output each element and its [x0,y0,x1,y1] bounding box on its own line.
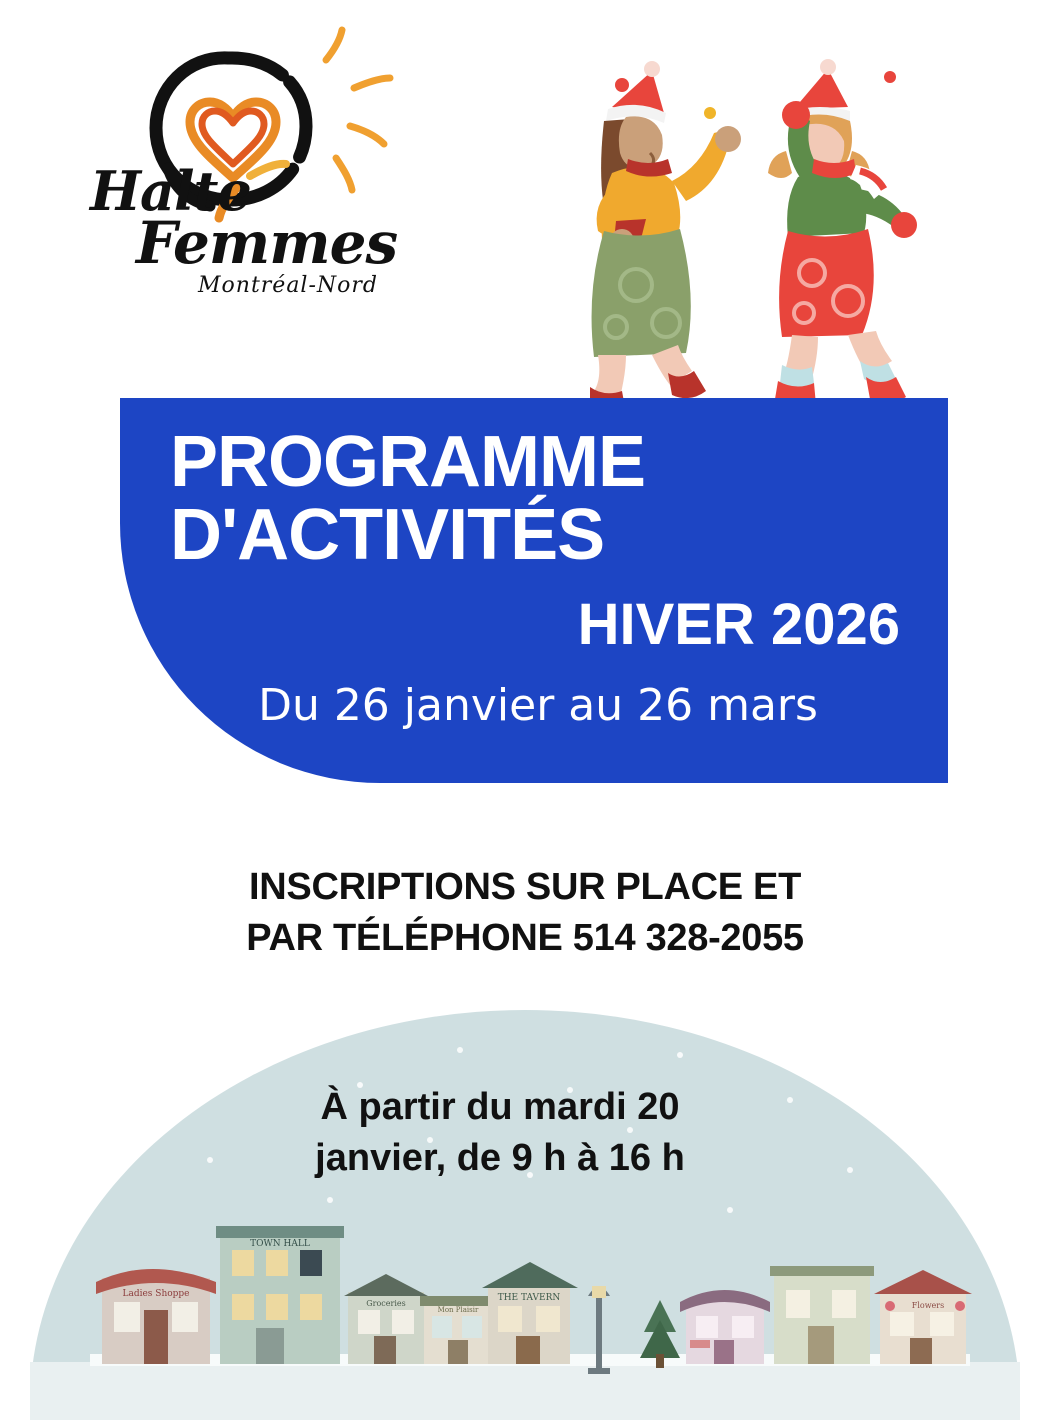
svg-text:Mon Plaisir: Mon Plaisir [437,1306,479,1314]
registration-line2: PAR TÉLÉPHONE 514 328-2055 [246,917,804,960]
schedule-line1: À partir du mardi 20 [320,1086,680,1128]
winter-town-illustration [30,1010,1020,1420]
svg-text:Ladies Shoppe: Ladies Shoppe [122,1289,190,1299]
logo-name-line1: Halte [90,159,251,223]
dancer-left [590,61,741,415]
logo-city: Montréal-Nord [198,272,378,298]
dancers-illustration [560,55,960,415]
registration-line1: INSCRIPTIONS SUR PLACE ET [249,866,801,908]
schedule-info [190,1082,810,1185]
building-the-tavern [482,1262,578,1364]
svg-text:Flowers: Flowers [911,1301,945,1310]
confetti-dot [615,78,629,92]
logo-name-line2: Femmes [136,209,398,278]
banner-dates: Du 26 janvier au 26 mars [258,679,818,731]
svg-text:TOWN HALL: TOWN HALL [250,1239,310,1249]
building-groceries [344,1274,428,1364]
building-ladies-shoppe [96,1269,216,1364]
banner-season: HIVER 2026 [577,591,900,657]
confetti-dot [704,107,716,119]
logo-wordmark [86,159,406,298]
organization-logo [78,18,408,308]
svg-text:THE TAVERN: THE TAVERN [497,1293,561,1303]
dancer-right [768,59,917,410]
confetti-dot [884,71,896,83]
registration-info [0,862,1050,965]
building-mon-plaisir [420,1296,496,1364]
evergreen-tree [640,1300,680,1368]
building-pale-hall [770,1266,874,1364]
banner-title-line2: D'ACTIVITÉS [170,495,605,576]
banner-title-line1: PROGRAMME [170,422,645,502]
svg-text:Groceries: Groceries [366,1299,406,1308]
town-buildings [30,1010,1020,1420]
schedule-line2: janvier, de 9 h à 16 h [315,1137,685,1180]
building-pink-shop [680,1290,770,1364]
building-flowers [874,1270,972,1364]
program-banner [120,398,948,783]
building-town-hall [216,1226,344,1364]
